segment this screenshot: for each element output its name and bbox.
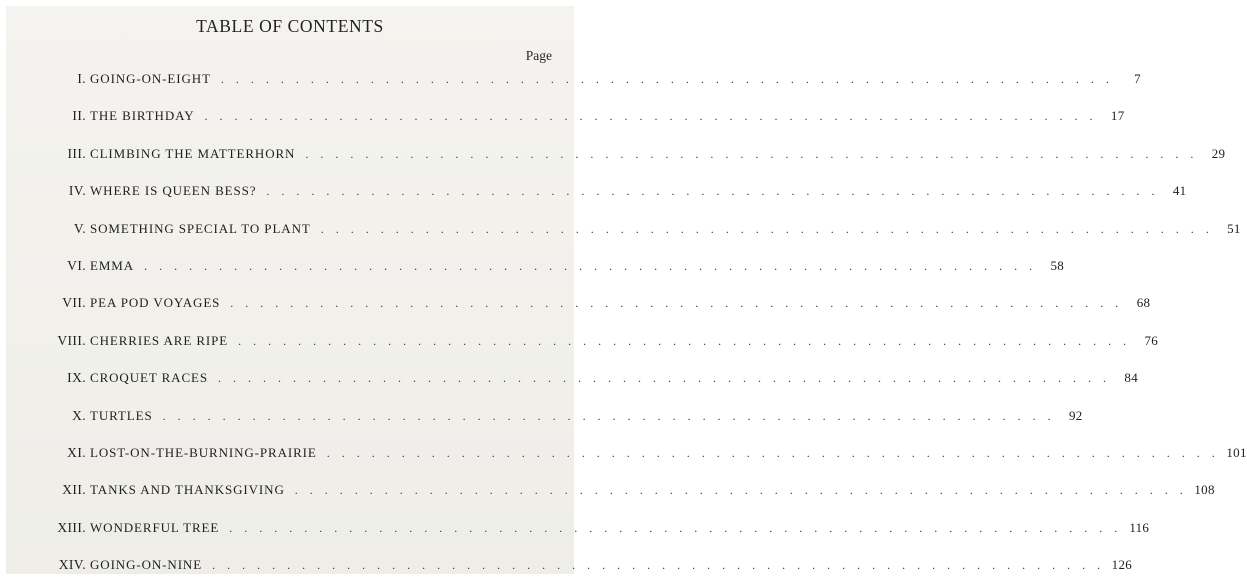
chapter-title: LOST-ON-THE-BURNING-PRAIRIE	[90, 444, 317, 460]
toc-entry-body	[90, 145, 1226, 162]
dot-leader: . . . . . . . . . . . . . . . . . . . . . . . . . . . . . . . . . . . . . . . . . . . . . . . . . . . . . . . . . . . .	[204, 109, 1093, 124]
chapter-number: VIII.	[57, 332, 86, 348]
dot-leader: . . . . . . . . . . . . . . . . . . . . . . . . . . . . . . . . . . . . . . . . . . . . . . . . . . . . . . . . . . . .	[144, 258, 1033, 273]
toc-entry-body	[90, 332, 1159, 349]
chapter-title: GOING-ON-EIGHT	[90, 71, 211, 86]
toc-entry	[6, 473, 1215, 510]
toc-entry	[6, 361, 1139, 398]
chapter-page-number: 116	[1129, 519, 1150, 535]
chapter-number: VII.	[62, 295, 86, 311]
chapter-title: GOING-ON-NINE	[90, 557, 203, 573]
chapter-page-number: 92	[1068, 407, 1083, 423]
toc-entry-body	[90, 295, 1151, 311]
chapter-page-number: 68	[1136, 295, 1151, 311]
chapter-page-number: 76	[1144, 332, 1159, 348]
chapter-title: THE BIRTHDAY	[90, 108, 195, 124]
toc-entry-body	[90, 557, 1133, 573]
dot-leader: . . . . . . . . . . . . . . . . . . . . . . . . . . . . . . . . . . . . . . . . . . . . . . . . . . . . . . . . . . . .	[218, 371, 1107, 386]
toc-entry	[6, 212, 1241, 249]
toc-entry-body	[90, 220, 1241, 237]
chapter-title: SOMETHING SPECIAL TO PLANT	[90, 220, 311, 236]
chapter-title: CHERRIES ARE RIPE	[90, 332, 229, 348]
chapter-title: CLIMBING THE MATTERHORN	[90, 145, 296, 161]
dot-leader: . . . . . . . . . . . . . . . . . . . . . . . . . . . . . . . . . . . . . . . . . . . . . . . . . . . . . . . . . . . .	[229, 520, 1118, 535]
chapter-title: CROQUET RACES	[90, 370, 209, 386]
toc-entry	[6, 99, 1125, 136]
chapter-number: IX.	[67, 370, 86, 386]
toc-entry-body	[90, 71, 1141, 87]
chapter-page-number: 17	[1110, 108, 1125, 124]
chapter-title: WONDERFUL TREE	[90, 519, 220, 535]
toc-entry-body	[90, 482, 1215, 498]
chapter-page-number: 108	[1194, 482, 1215, 498]
chapter-page-number: 126	[1111, 557, 1133, 573]
chapter-number: XIII.	[57, 519, 86, 535]
toc-entry-body	[90, 183, 1187, 199]
chapter-title: WHERE IS QUEEN BESS?	[90, 183, 257, 199]
toc-entry-body	[90, 407, 1083, 424]
dot-leader: . . . . . . . . . . . . . . . . . . . . . . . . . . . . . . . . . . . . . . . . . . . . . . . . . . . . . . . . . . . .	[230, 296, 1119, 311]
toc-entry	[6, 399, 1083, 436]
page-column-heading: Page	[525, 48, 552, 63]
toc-entry-body	[90, 370, 1139, 386]
chapter-page-number: 101	[1226, 444, 1247, 460]
chapter-page-number: 41	[1172, 183, 1187, 199]
table-of-contents	[6, 62, 1247, 585]
dot-leader: . . . . . . . . . . . . . . . . . . . . . . . . . . . . . . . . . . . . . . . . . . . . . . . . . . . . . . . . . . . .	[326, 445, 1215, 460]
chapter-number: XI.	[67, 444, 86, 460]
chapter-number: XII.	[62, 482, 86, 498]
toc-entry	[6, 286, 1151, 323]
chapter-title: PEA POD VOYAGES	[90, 295, 221, 311]
chapter-number: III.	[67, 145, 86, 161]
chapter-title: TANKS AND THANKSGIVING	[90, 482, 285, 498]
toc-entry-body	[90, 519, 1150, 536]
dot-leader: . . . . . . . . . . . . . . . . . . . . . . . . . . . . . . . . . . . . . . . . . . . . . . . . . . . . . . . . . . . .	[294, 483, 1183, 498]
toc-entry	[6, 174, 1187, 211]
chapter-title: EMMA	[90, 257, 135, 273]
chapter-number: V.	[73, 220, 86, 236]
chapter-number: I.	[77, 71, 86, 86]
dot-leader: . . . . . . . . . . . . . . . . . . . . . . . . . . . . . . . . . . . . . . . . . . . . . . . . . . . . . . . . . . . .	[305, 146, 1194, 161]
toc-entry	[6, 249, 1065, 286]
dot-leader: . . . . . . . . . . . . . . . . . . . . . . . . . . . . . . . . . . . . . . . . . . . . . . . . . . . . . . . . . . . .	[238, 333, 1127, 348]
dot-leader: . . . . . . . . . . . . . . . . . . . . . . . . . . . . . . . . . . . . . . . . . . . . . . . . . . . . . . . . . . . .	[320, 221, 1209, 236]
toc-entry	[6, 62, 1141, 99]
dot-leader: . . . . . . . . . . . . . . . . . . . . . . . . . . . . . . . . . . . . . . . . . . . . . . . . . . . . . . . . . . . .	[162, 408, 1051, 423]
dot-leader: . . . . . . . . . . . . . . . . . . . . . . . . . . . . . . . . . . . . . . . . . . . . . . . . . . . . . . . . . . . .	[212, 558, 1101, 573]
toc-entry	[6, 436, 1247, 473]
chapter-number: IV.	[68, 183, 86, 199]
chapter-page-number: 51	[1227, 220, 1241, 236]
page-title: TABLE OF CONTENTS	[196, 16, 384, 36]
chapter-number: XIV.	[58, 557, 86, 573]
book-page	[6, 6, 1247, 574]
toc-entry	[6, 511, 1150, 548]
chapter-title: TURTLES	[90, 407, 153, 423]
chapter-number: II.	[72, 108, 86, 124]
toc-entry	[6, 137, 1226, 174]
toc-entry	[6, 548, 1133, 585]
chapter-number: VI.	[67, 257, 86, 273]
chapter-page-number: 29	[1211, 145, 1226, 161]
chapter-page-number: 7	[1134, 71, 1141, 86]
chapter-page-number: 58	[1050, 257, 1065, 273]
dot-leader: . . . . . . . . . . . . . . . . . . . . . . . . . . . . . . . . . . . . . . . . . . . . . . . . . . . . . . . . . . . .	[220, 72, 1109, 86]
chapter-page-number: 84	[1124, 370, 1139, 386]
toc-entry-body	[90, 108, 1125, 124]
toc-entry-body	[90, 444, 1247, 461]
toc-entry	[6, 324, 1159, 361]
toc-entry-body	[90, 257, 1065, 274]
chapter-number: X.	[72, 407, 86, 423]
dot-leader: . . . . . . . . . . . . . . . . . . . . . . . . . . . . . . . . . . . . . . . . . . . . . . . . . . . . . . . . . . . .	[266, 184, 1155, 199]
